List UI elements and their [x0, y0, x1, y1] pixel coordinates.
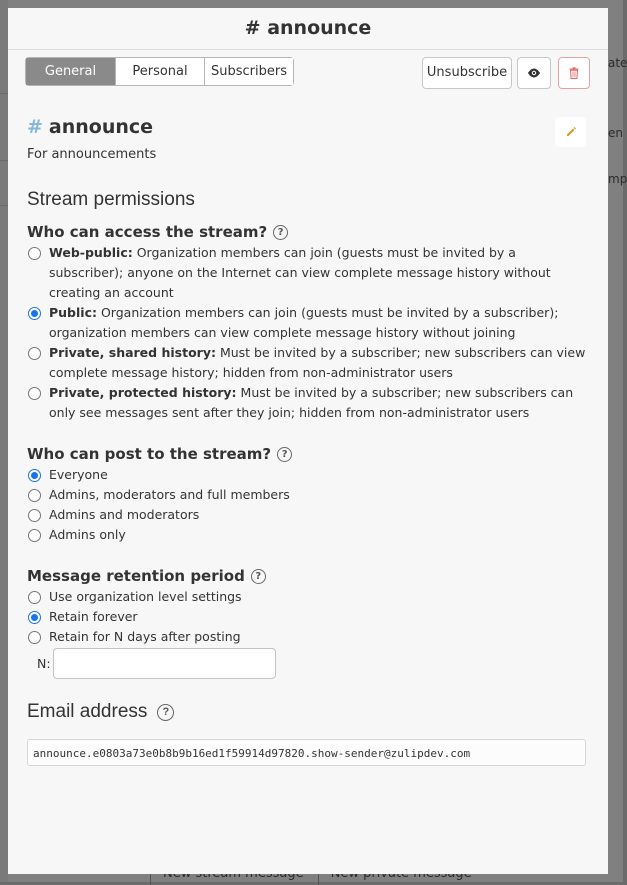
archive-stream-button[interactable]	[558, 57, 590, 89]
eye-icon	[527, 68, 541, 78]
background-text: mp	[608, 172, 627, 186]
access-option-private-protected[interactable]	[27, 383, 592, 423]
access-question	[27, 221, 592, 243]
panel-title: # announce	[8, 8, 608, 50]
option-description: Must be invited by a subscriber; new subscribers can only see messages sent after they join; hidden from non-administrator users	[49, 385, 574, 420]
help-icon[interactable]: ?	[273, 225, 288, 240]
help-icon[interactable]: ?	[277, 447, 292, 462]
tab-personal[interactable]: Personal	[116, 58, 205, 85]
stream-settings-panel	[8, 8, 608, 874]
post-question-label: Who can post to the stream?	[27, 445, 272, 463]
stream-name-heading	[27, 113, 592, 141]
trash-icon	[569, 67, 579, 79]
radio-button[interactable]	[28, 611, 41, 624]
retention-option-org-level[interactable]	[27, 587, 592, 607]
retention-question-label: Message retention period	[27, 567, 245, 585]
post-option-admins-only[interactable]	[27, 525, 592, 545]
radio-button[interactable]	[28, 469, 41, 482]
option-label: Retain for N days after posting	[49, 629, 241, 644]
background-divider	[0, 93, 8, 94]
option-label: Admins, moderators and full members	[49, 487, 290, 502]
option-label: Admins only	[49, 527, 126, 542]
retention-days-label: N:	[37, 655, 51, 671]
radio-button[interactable]	[28, 247, 41, 260]
tab-general[interactable]: General	[26, 58, 116, 85]
preview-stream-button[interactable]	[517, 57, 551, 89]
email-address-title	[27, 699, 592, 725]
background-divider	[0, 160, 8, 161]
retention-question	[27, 565, 592, 587]
settings-tabs	[25, 57, 294, 86]
general-settings	[27, 113, 592, 766]
retention-option-n-days[interactable]	[27, 627, 592, 647]
option-label: Use organization level settings	[49, 589, 242, 604]
email-address-label: Email address	[27, 701, 148, 722]
option-description: Must be invited by a subscriber; new subscribers can view complete message history; hidden from non-administrator users	[49, 345, 586, 380]
retention-days-row	[37, 647, 592, 679]
access-option-web-public[interactable]	[27, 243, 592, 303]
stream-permissions-title: Stream permissions	[27, 189, 195, 210]
help-icon[interactable]: ?	[251, 569, 266, 584]
background-text: ate	[608, 56, 627, 70]
background-left-strip	[0, 0, 8, 882]
tab-subscribers[interactable]: Subscribers	[205, 58, 293, 85]
background-divider	[0, 205, 8, 206]
option-label: Retain forever	[49, 609, 138, 624]
access-option-public[interactable]	[27, 303, 592, 343]
option-bold-label: Web-public:	[49, 245, 133, 260]
unsubscribe-button[interactable]: Unsubscribe	[422, 57, 512, 89]
option-bold-label: Private, protected history:	[49, 385, 237, 400]
radio-button[interactable]	[28, 591, 41, 604]
retention-option-forever[interactable]	[27, 607, 592, 627]
option-label: Admins and moderators	[49, 507, 200, 522]
retention-setting	[27, 565, 592, 679]
post-option-everyone[interactable]	[27, 465, 592, 485]
option-description: Organization members can join (guests must be invited by a subscriber); organization members can view complete message history without joining	[49, 305, 559, 340]
help-icon[interactable]: ?	[157, 704, 174, 721]
radio-button[interactable]	[28, 509, 41, 522]
post-option-full-members[interactable]	[27, 485, 592, 505]
option-bold-label: Public:	[49, 305, 97, 320]
background-text: en	[608, 126, 623, 140]
access-setting	[27, 221, 592, 423]
stream-hash-icon: #	[27, 116, 43, 138]
radio-button[interactable]	[28, 529, 41, 542]
stream-name: announce	[48, 116, 154, 138]
stream-email-address[interactable]: announce.e0803a73e0b8b9b16ed1f59914d97820.show-sender@zulipdev.com	[27, 739, 586, 766]
access-question-label: Who can access the stream?	[27, 223, 268, 241]
stream-toolbar	[25, 57, 591, 87]
stream-description: For announcements	[27, 147, 157, 162]
retention-days-input[interactable]	[53, 648, 276, 679]
option-bold-label: Private, shared history:	[49, 345, 216, 360]
post-option-admins-moderators[interactable]	[27, 505, 592, 525]
access-option-private-shared[interactable]	[27, 343, 592, 383]
post-question	[27, 443, 592, 465]
radio-button[interactable]	[28, 631, 41, 644]
post-setting	[27, 443, 592, 545]
radio-button[interactable]	[28, 307, 41, 320]
radio-button[interactable]	[28, 387, 41, 400]
option-label: Everyone	[49, 467, 108, 482]
radio-button[interactable]	[28, 347, 41, 360]
option-description: Organization members can join (guests must be invited by a subscriber); anyone on the Internet can view complete message history without creating an account	[49, 245, 551, 300]
radio-button[interactable]	[28, 489, 41, 502]
